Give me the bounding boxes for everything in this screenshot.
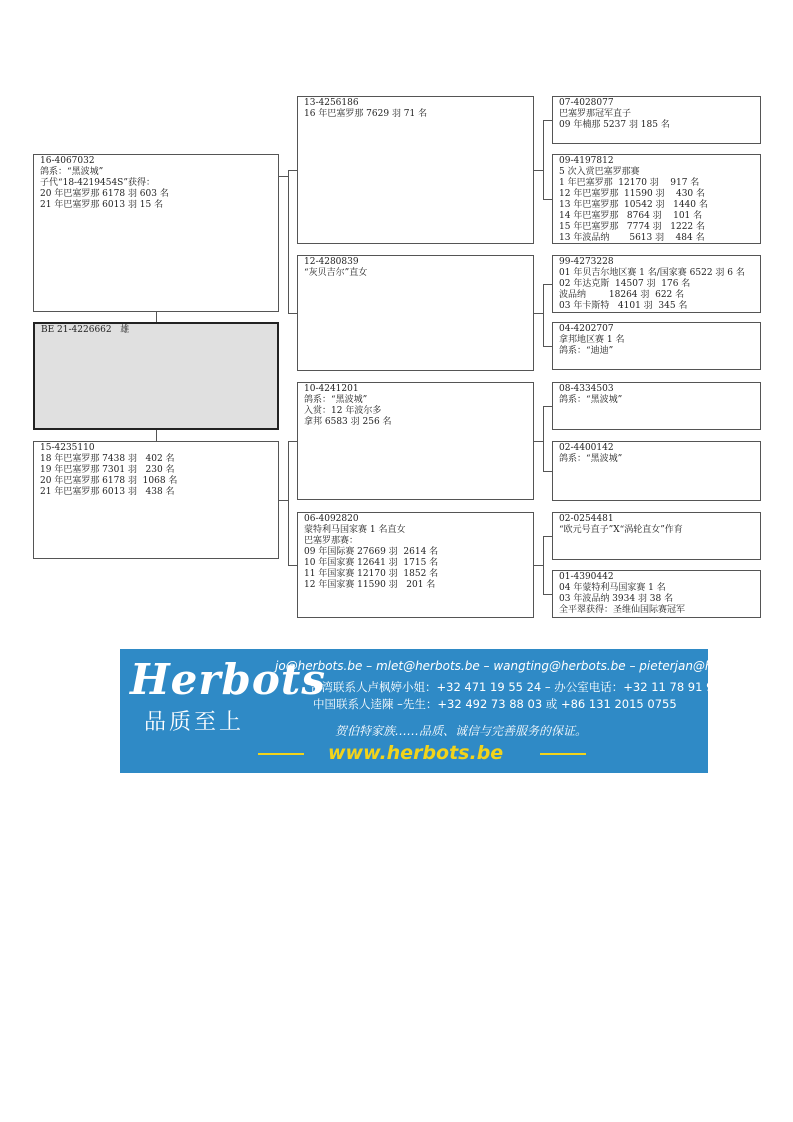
pedigree-text-line: 21 年巴塞罗那 6013 羽 15 名: [40, 200, 164, 210]
pedigree-text-line: 13 年波品纳 5613 羽 484 名: [559, 233, 705, 243]
ds-dam-box: [552, 441, 761, 501]
connector: [543, 199, 552, 200]
ss-sire-box: [552, 96, 761, 144]
pedigree-text-line: 鸽系：“黑波城”: [304, 395, 368, 405]
pedigree-text-line: 04 年蒙特利马国家赛 1 名: [559, 583, 666, 593]
banner-slogan: 品质至上: [144, 710, 245, 735]
banner-phone-taiwan: 台湾联系人卢枫婷小姐：+32 471 19 55 24 – 办公室电话：+32 11 78 91 90: [310, 680, 721, 694]
pedigree-text-line: 入赏：12 年波尔多: [304, 406, 382, 416]
dam-sire-box: [297, 382, 534, 500]
pedigree-text-line: 11 年国家赛 12170 羽 1852 名: [304, 569, 439, 579]
connector: [543, 120, 544, 199]
connector: [534, 565, 543, 566]
pedigree-text-line: 19 年巴塞罗那 7301 羽 230 名: [40, 465, 175, 475]
dam-dam-box: [297, 512, 534, 618]
connector: [543, 406, 552, 407]
connector: [279, 176, 288, 177]
pedigree-text-line: 16 年巴塞罗那 7629 羽 71 名: [304, 109, 428, 119]
pedigree-text-line: 子代“18-4219454S”获得：: [40, 178, 155, 188]
connector: [288, 441, 289, 565]
connector: [534, 441, 543, 442]
ring-number: 99-4273228: [559, 257, 614, 267]
pedigree-text-line: 03 年波品纳 3934 羽 38 名: [559, 594, 674, 604]
ring-number: 08-4334503: [559, 384, 614, 394]
banner-website-link[interactable]: www.herbots.be: [328, 742, 504, 764]
pedigree-text-line: 鸽系：“黑波城”: [559, 454, 623, 464]
ss-dam-box: [552, 154, 761, 244]
pedigree-text-line: 鸽系：“迪迪”: [559, 346, 614, 356]
ring-number: 01-4390442: [559, 572, 614, 582]
ring-number: 13-4256186: [304, 98, 359, 108]
pedigree-text-line: 拿邦地区赛 1 名: [559, 335, 625, 345]
connector: [543, 536, 552, 537]
connector: [279, 500, 288, 501]
dd-sire-box: [552, 512, 761, 560]
pedigree-text-line: 鸽系：“黑波城”: [559, 395, 623, 405]
connector: [534, 170, 543, 171]
pedigree-text-line: 01 年贝吉尔地区赛 1 名/国家赛 6522 羽 6 名: [559, 268, 745, 278]
sire-box: [33, 154, 279, 312]
connector: [543, 284, 552, 285]
pedigree-text-line: 巴塞罗那赛：: [304, 536, 359, 546]
connector: [543, 120, 552, 121]
sd-dam-box: [552, 322, 761, 370]
pedigree-text-line: 巴塞罗那冠军直子: [559, 109, 632, 119]
pedigree-text-line: 1 年巴塞罗那 12170 羽 917 名: [559, 178, 700, 188]
herbots-banner: [120, 649, 770, 773]
connector: [534, 313, 543, 314]
banner-emails[interactable]: jo@herbots.be – mlet@herbots.be – wangting@herbots.be – pieterjan@herbots.be: [275, 659, 770, 673]
connector: [288, 313, 297, 314]
pedigree-text-line: 03 年卡斯特 4101 羽 345 名: [559, 301, 688, 311]
decorative-line-right: [540, 753, 586, 755]
connector: [543, 284, 544, 346]
subject-pigeon-box: [33, 322, 279, 430]
banner-tagline: 贺伯特家族……品质、诚信与完善服务的保证。: [335, 724, 588, 738]
pedigree-text-line: 21 年巴塞罗那 6013 羽 438 名: [40, 487, 175, 497]
pedigree-text-line: 14 年巴塞罗那 8764 羽 101 名: [559, 211, 703, 221]
sire-dam-box: [297, 255, 534, 371]
connector: [543, 346, 552, 347]
dd-dam-box: [552, 570, 761, 618]
connector: [156, 430, 157, 441]
connector: [156, 312, 157, 322]
ring-number: 10-4241201: [304, 384, 359, 394]
ring-number: 09-4197812: [559, 156, 614, 166]
ring-number: 12-4280839: [304, 257, 359, 267]
ring-number: 02-4400142: [559, 443, 614, 453]
sire-sire-box: [297, 96, 534, 244]
ring-number: 16-4067032: [40, 156, 95, 166]
pedigree-text-line: “灰贝吉尔”直女: [304, 268, 368, 278]
pedigree-text-line: 13 年巴塞罗那 10542 羽 1440 名: [559, 200, 708, 210]
ring-number: 06-4092820: [304, 514, 359, 524]
ring-number: 04-4202707: [559, 324, 614, 334]
connector: [288, 170, 297, 171]
ring-number: BE 21-4226662 雄: [41, 325, 130, 335]
connector: [288, 441, 297, 442]
pedigree-text-line: 15 年巴塞罗那 7774 羽 1222 名: [559, 222, 706, 232]
connector: [543, 471, 552, 472]
pedigree-text-line: 全平翠获得：圣维仙国际赛冠军: [559, 605, 686, 615]
ring-number: 02-0254481: [559, 514, 614, 524]
herbots-logo: Herbots: [130, 655, 326, 704]
pedigree-text-line: 12 年巴塞罗那 11590 羽 430 名: [559, 189, 706, 199]
pedigree-text-line: 20 年巴塞罗那 6178 羽 1068 名: [40, 476, 178, 486]
pedigree-text-line: 09 年楠那 5237 羽 185 名: [559, 120, 670, 130]
decorative-line-left: [258, 753, 304, 755]
pedigree-text-line: 12 年国家赛 11590 羽 201 名: [304, 580, 436, 590]
pedigree-text-line: 蒙特利马国家赛 1 名直女: [304, 525, 406, 535]
sd-sire-box: [552, 255, 761, 313]
pedigree-text-line: 波品纳 18264 羽 622 名: [559, 290, 685, 300]
connector: [288, 170, 289, 313]
connector: [543, 594, 552, 595]
ring-number: 07-4028077: [559, 98, 614, 108]
banner-phone-china: 中国联系人逵陳 –先生：+32 492 73 88 03 或 +86 131 2015 0755: [313, 697, 677, 711]
ring-number: 15-4235110: [40, 443, 95, 453]
pedigree-text-line: 02 年达克斯 14507 羽 176 名: [559, 279, 691, 289]
pedigree-text-line: 09 年国际赛 27669 羽 2614 名: [304, 547, 439, 557]
pedigree-text-line: 拿邦 6583 羽 256 名: [304, 417, 392, 427]
connector: [543, 536, 544, 594]
pedigree-text-line: “欧元号直子”X“涡轮直女”作育: [559, 525, 683, 535]
pedigree-text-line: 10 年国家赛 12641 羽 1715 名: [304, 558, 439, 568]
dam-box: [33, 441, 279, 559]
pedigree-text-line: 5 次入赏巴塞罗那赛: [559, 167, 640, 177]
pedigree-text-line: 18 年巴塞罗那 7438 羽 402 名: [40, 454, 175, 464]
pedigree-text-line: 20 年巴塞罗那 6178 羽 603 名: [40, 189, 169, 199]
connector: [288, 565, 297, 566]
ds-sire-box: [552, 382, 761, 430]
pedigree-text-line: 鸽系：“黑波城”: [40, 167, 104, 177]
connector: [543, 406, 544, 471]
